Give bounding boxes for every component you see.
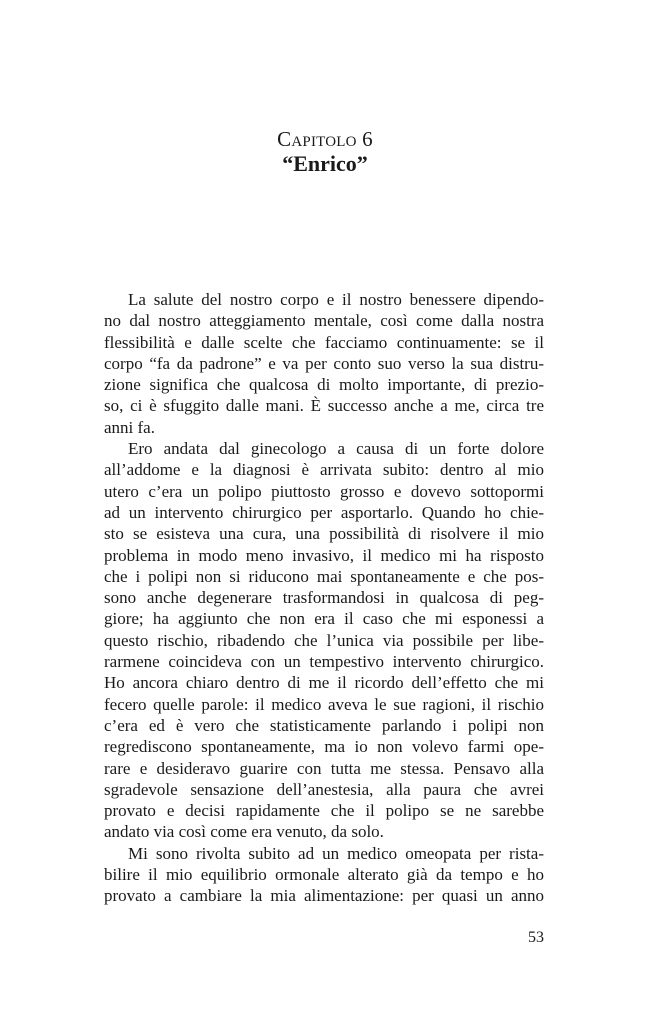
text-line: sono anche degenerare trasformandosi in qualcosa di peg- xyxy=(104,588,544,608)
text-line: zione significa che qualcosa di molto importante, di prezio- xyxy=(104,375,544,395)
chapter-label-text: Capitolo 6 xyxy=(277,127,373,151)
text-line: sgradevole sensazione dell’anestesia, alla paura che avrei xyxy=(104,779,544,799)
text-line: Ero andata dal ginecologo a causa di un forte dolore xyxy=(128,439,544,459)
text-line: regrediscono spontaneamente, ma io non volevo farmi ope- xyxy=(104,737,544,757)
text-line: La salute del nostro corpo e il nostro benessere dipendo- xyxy=(128,290,544,309)
text-line: rarmene coincideva con un tempestivo intervento chirurgico. xyxy=(104,652,544,672)
text-line: sto se esisteva una cura, una possibilità di risolvere il mio xyxy=(104,524,544,544)
text-line: no dal nostro atteggiamento mentale, così come dalla nostra xyxy=(104,311,544,331)
text-line: bilire il mio equilibrio ormonale alterato già da tempo e ho xyxy=(104,865,544,885)
text-line: Mi sono rivolta subito ad un medico omeopata per rista- xyxy=(128,843,544,863)
text-line: andato via così come era venuto, da solo. xyxy=(104,822,384,842)
text-line: fecero quelle parole: il medico aveva le sue ragioni, il rischio xyxy=(104,694,544,714)
page-number: 53 xyxy=(528,929,544,946)
text-line: provato e decisi rapidamente che il polipo se ne sarebbe xyxy=(104,801,544,821)
text-line: all’addome e la diagnosi è arrivata subito: dentro al mio xyxy=(104,460,544,480)
text-line: giore; ha aggiunto che non era il caso che mi esponessi a xyxy=(104,609,544,629)
text-line: questo rischio, ribadendo che l’unica via possibile per libe- xyxy=(104,630,544,650)
text-line: utero c’era un polipo piuttosto grosso e dovevo sottopormi xyxy=(104,481,544,501)
chapter-label xyxy=(0,126,650,152)
text-line: provato a cambiare la mia alimentazione: per quasi un anno xyxy=(104,886,544,906)
text-line: rare e desideravo guarire con tutta me stessa. Pensavo alla xyxy=(104,758,544,778)
text-line: so, ci è sfuggito dalle mani. È successo anche a me, circa tre xyxy=(104,396,544,416)
chapter-title: “Enrico” xyxy=(282,151,368,176)
text-line: problema in modo meno invasivo, il medico mi ha risposto xyxy=(104,545,544,565)
text-line: flessibilità e dalle scelte che facciamo continuamente: se il xyxy=(104,332,544,352)
body-text xyxy=(104,289,544,907)
text-line: anni fa. xyxy=(104,417,155,437)
text-line: che i polipi non si riducono mai spontaneamente e che pos- xyxy=(104,566,544,586)
text-line: corpo “fa da padrone” e va per conto suo verso la sua distru- xyxy=(104,353,544,373)
text-line: c’era ed è vero che statisticamente parlando i polipi non xyxy=(104,715,544,735)
text-line: ad un intervento chirurgico per asportarlo. Quando ho chie- xyxy=(104,502,544,522)
text-line: Ho ancora chiaro dentro di me il ricordo dell’effetto che mi xyxy=(104,673,544,693)
